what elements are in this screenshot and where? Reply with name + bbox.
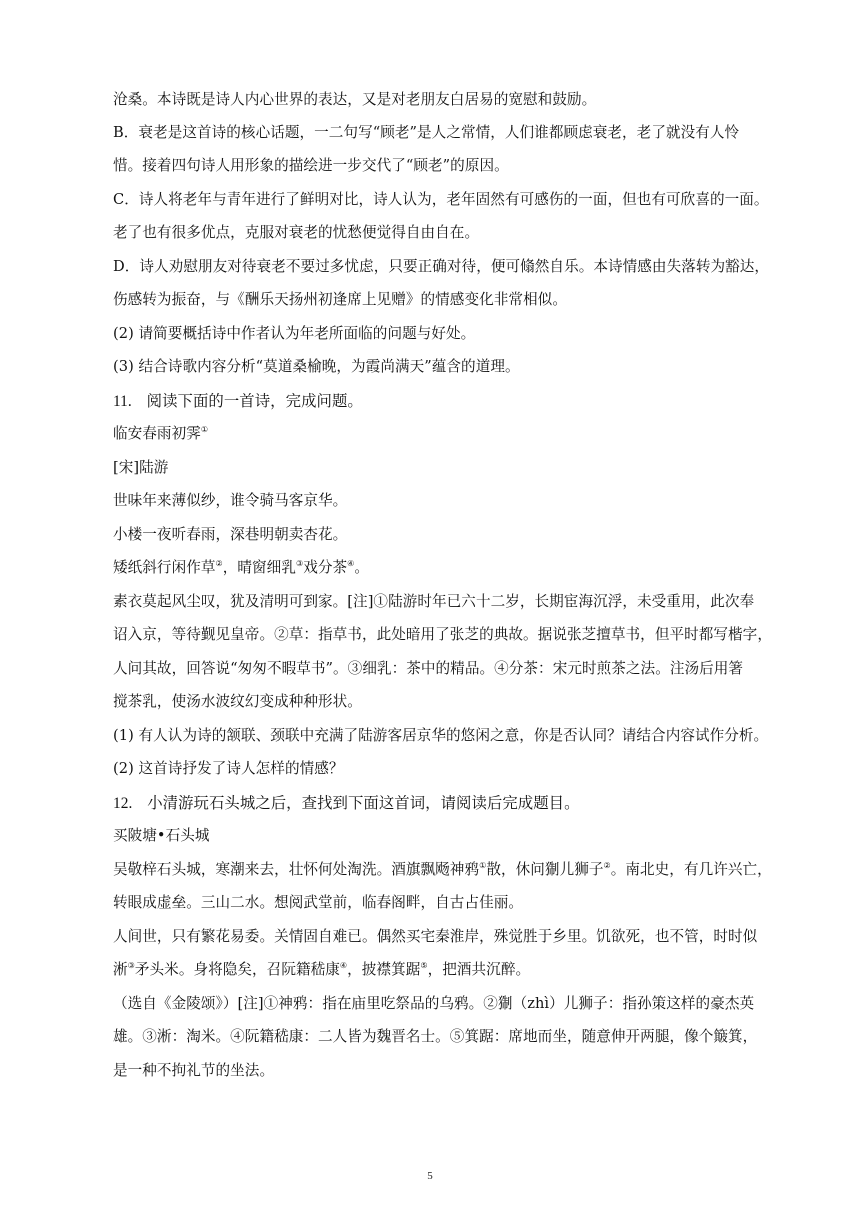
q12-ci-title: 买陂塘•石头城 (113, 827, 210, 844)
q12-ci-line-4 (113, 960, 793, 980)
q11-notes-line-1: 素衣莫起风尘叹，犹及清明可到家。[注]①陆游时年已六十二岁，长期宦海沉浮，未受重用，此次奉 (113, 593, 755, 610)
footnote-marker: ④ (339, 961, 348, 970)
option-d-line-1: D．诗人劝慰朋友对待衰老不要过多忧虑，只要正确对待，便可翛然自乐。本诗情感由失落转为豁达， (113, 258, 770, 275)
poem-text: ，晴窗细乳 (222, 559, 296, 576)
ci-text: 吴敬梓石头城，寒潮来去，壮怀何处淘洗。酒旗飘飏神鸦 (113, 861, 480, 878)
q11-poem-title (113, 424, 793, 444)
q11-subquestion-2: (2) 这首诗抒发了诗人怎样的情感？ (113, 760, 344, 777)
option-b-line-1: B．衰老是这首诗的核心话题，一二句写“顾老”是人之常情，人们谁都顾虑衰老，老了就没有人怜 (113, 124, 740, 141)
q12-notes-line-1: （选自《金陵颂》）[注]①神鸦：指在庙里吃祭品的乌鸦。②猘（zhì）儿狮子：指孙策这样的豪杰英 (113, 995, 755, 1012)
ci-text: ，披襟箕踞 (347, 961, 421, 978)
q11-number: 11. (113, 393, 132, 410)
q11-poem-author: [宋]陆游 (113, 459, 169, 476)
footnote-marker: ② (603, 861, 611, 870)
footnote-marker: ① (479, 861, 487, 870)
option-c-line-1: C．诗人将老年与青年进行了鲜明对比，诗人认为，老年固然有可感伤的一面，但也有可欣喜的一面。 (113, 191, 769, 208)
q11-poem-line-2: 小楼一夜听春雨，深巷明朝卖杏花。 (113, 526, 348, 543)
ci-text: 矛头米。身将隐矣，召阮籍嵇康 (134, 961, 340, 978)
option-a-continuation: 沧桑。本诗既是诗人内心世界的表达，又是对老朋友白居易的宽慰和鼓励。 (113, 91, 597, 108)
q12-ci-line-1 (113, 860, 793, 880)
ci-text: 淅 (113, 961, 128, 978)
q11-notes-line-4: 搅茶乳，使汤水波纹幻变成种种形状。 (113, 693, 362, 710)
poem-text: 戏分茶 (303, 559, 348, 576)
q11-subquestion-1: (1) 有人认为诗的颔联、颈联中充满了陆游客居京华的悠闲之意，你是否认同？请结合内容试作分析。 (113, 727, 769, 744)
q11-heading (113, 391, 793, 411)
footnote-marker: ③ (295, 559, 304, 568)
q12-heading (113, 793, 793, 813)
q12-notes-line-2: 雄。③淅：淘米。④阮籍嵇康：二人皆为魏晋名士。⑤箕踞：席地而坐，随意伸开两腿，像个簸箕， (113, 1028, 758, 1045)
poem-text: 矮纸斜行闲作草 (113, 559, 216, 576)
q12-prompt: 小清游玩石头城之后，查找到下面这首词，请阅读后完成题目。 (147, 794, 580, 812)
q12-number: 12. (113, 795, 133, 812)
q11-notes-line-3: 人问其故，回答说“匆匆不暇草书”。③细乳：茶中的精品。④分茶：宋元时煎茶之法。注汤后用箸 (113, 660, 744, 677)
footnote-marker: ② (215, 559, 223, 568)
option-b-line-2: 惜。接着四句诗人用形象的描绘进一步交代了“顾老”的原因。 (113, 157, 509, 174)
ci-text: ，把酒共沉醉。 (427, 961, 531, 978)
poem-text: 。 (354, 559, 370, 576)
footnote-marker: ③ (127, 961, 135, 970)
poem-title-text: 临安春雨初霁 (113, 425, 201, 442)
q12-ci-line-2: 转眼成虚垒。三山二水。想阅武堂前，临春阁畔，自古占佳丽。 (113, 894, 524, 911)
option-c-line-2: 老了也有很多优点，克服对衰老的忧愁便觉得自由自在。 (113, 224, 480, 241)
footnote-marker: ① (200, 425, 209, 434)
q11-poem-line-3 (113, 558, 793, 578)
page-number: 5 (427, 1170, 433, 1182)
footnote-marker: ④ (347, 559, 355, 568)
q10-subquestion-3: (3) 结合诗歌内容分析“莫道桑榆晚，为霞尚满天”蕴含的道理。 (113, 358, 520, 375)
q12-notes-line-3: 是一种不拘礼节的坐法。 (113, 1062, 275, 1079)
q10-subquestion-2: (2) 请简要概括诗中作者认为年老所面临的问题与好处。 (113, 325, 476, 342)
ci-text: 散，休问猘儿狮子 (486, 861, 604, 878)
ci-text: 。南北史，有几许兴亡， (610, 861, 772, 878)
q11-notes-line-2: 诏入京，等待觐见皇帝。②草：指草书，此处暗用了张芝的典故。据说张芝擅草书，但平时都写楷字， (113, 626, 772, 643)
q12-ci-line-3: 人间世，只有繁花易委。关情固自难已。偶然买宅秦淮岸，殊觉胜于乡里。饥欲死，也不管，时时似 (113, 928, 758, 945)
option-d-line-2: 伤感转为振奋，与《酬乐天扬州初逢席上见赠》的情感变化非常相似。 (113, 291, 567, 308)
q11-prompt: 阅读下面的一首诗，完成问题。 (146, 392, 363, 410)
footnote-marker: ⑤ (420, 961, 428, 970)
q11-poem-line-1: 世味年来薄似纱，谁令骑马客京华。 (113, 492, 348, 509)
